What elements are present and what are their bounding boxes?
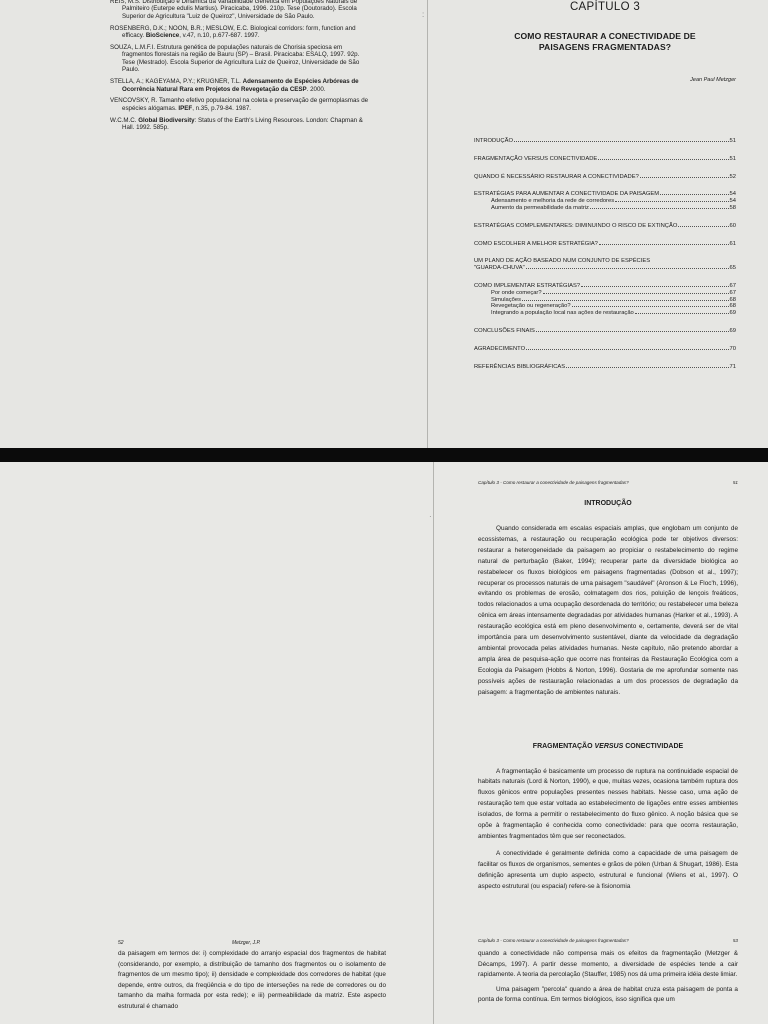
- toc-subentries: [474, 290, 736, 317]
- section-title-fragmentacao: FRAGMENTAÇÃO VERSUS CONECTIVIDADE: [532, 742, 684, 750]
- toc-title: COMO ESCOLHER A MELHOR ESTRATÉGIA?: [474, 240, 598, 247]
- toc-title: UM PLANO DE AÇÃO BASEADO NUM CONJUNTO DE ESPÉCIES: [474, 258, 651, 265]
- toc-page-number: 51: [729, 138, 736, 144]
- toc-row: [474, 191, 736, 198]
- toc-entry: [474, 138, 736, 145]
- reference-item: ROSENBERG, D.K.; NOON, B.R.; MESLOW, E.C. Biological corridors: form, function and efficacy. BioScience, v.47, n.10, p.677-687. 1997.: [110, 24, 356, 40]
- toc-title: CONCLUSÕES FINAIS: [474, 327, 535, 334]
- toc-leader: [514, 141, 729, 142]
- toc-leader: [599, 244, 729, 245]
- fragmentation-paragraph: A fragmentação é basicamente um processo de ruptura na continuidade espacial de habitats naturais (Lord & Norton, 1990), e que, muitas vezes, ocasiona também ruptura dos fluxos gênicos entre populações presentes nesses habitats. Nesse caso, uma ação de restauração tem que estar voltada ao estabelecimento de ligações entre esses ambientes isolados, de forma a permitir o restabelecimento do fluxo gênico. A noção básica que se opõe à fragmentação é conhecida como conectividade: para que ocorra restauração, ambientes fragmentados têm que ser reconectados.: [478, 767, 738, 840]
- table-of-contents: [474, 138, 736, 370]
- toc-row: [474, 241, 736, 248]
- toc-page-number: 68: [729, 296, 736, 303]
- toc-page-number: 58: [729, 204, 736, 211]
- toc-row: [474, 310, 736, 317]
- toc-row: [474, 258, 736, 265]
- toc-page-number: 54: [729, 191, 736, 198]
- intro-paragraph: Quando considerada em escalas espaciais amplas, que englobam um conjunto de ecossistemas, a restauração ou recuperação ecológica pode ter objetivos diversos: restaurar a heterogeneidade da paisagem ao propiciar o restabelecimento do regime natural de perturbação (Baker, 1994); recuperar parte da diversidade biológica ao restabelecer os fluxos biológicos em paisagens fragmentadas (Dobson et al., 1997); recuperar os processos naturais de uma paisagem "saudável" (Aronson & Le Floc'h, 1996), evitando os problemas de erosão, colmatagem dos rios, poluição de lençois freáticos, todos relacionados a uma ocupação desordenada do território; ou restabelecer uma beleza cênica em áreas intensamente degradadas por atividades humanas (Harker et al., 1993). A restauração ecológica está em pleno desenvolvimento e, certamente, deverá ser de vital importância para um desenvolvimento sustentável, diante da velocidade da degradação ambiental provocada pelas atividades humanas. Neste capítulo, não pretendo abordar a ampla área de pesquisa-ação que ocorre nas fronteiras da Restauração Ecológica com a Ecologia da Paisagem (Hobbs & Norton, 1996). Gostaria de me aprofundar somente nas possíveis ações de restauração relacionadas a um dos processos de degradação da paisagem: a fragmentação de ambientes naturais.: [478, 525, 738, 696]
- toc-leader: [640, 177, 729, 178]
- toc-title: QUANDO É NECESSÁRIO RESTAURAR A CONECTIVIDADE?: [474, 173, 639, 180]
- toc-page-number: 54: [729, 198, 736, 205]
- top-sheet: [0, 0, 768, 452]
- toc-entry: [474, 328, 736, 335]
- page-53-text: [478, 949, 738, 1006]
- toc-leader: [526, 349, 728, 350]
- toc-row: [474, 205, 736, 212]
- toc-leader: [581, 286, 728, 287]
- toc-row: [474, 223, 736, 230]
- toc-row: [474, 283, 736, 290]
- toc-title: Revegetação ou regeneração?: [491, 303, 571, 310]
- page-gutter: [427, 0, 428, 448]
- toc-page-number: 71: [729, 363, 736, 370]
- toc-page-number: 67: [729, 282, 736, 289]
- toc-title: AGRADECIMENTO: [474, 345, 526, 352]
- toc-leader: [598, 159, 728, 160]
- toc-leader: [635, 313, 729, 314]
- toc-leader: [566, 367, 728, 368]
- bottom-sheet: [0, 462, 768, 1024]
- page-51: [478, 480, 738, 892]
- toc-page-number: 68: [729, 303, 736, 310]
- toc-entry: [474, 258, 736, 272]
- toc-entry: [474, 174, 736, 181]
- toc-title: Por onde começar?: [491, 289, 542, 296]
- section-title-introducao: INTRODUÇÃO: [584, 500, 632, 507]
- toc-page-number: 70: [729, 345, 736, 352]
- toc-row: [474, 156, 736, 163]
- toc-entry: [474, 283, 736, 317]
- page-number: 51: [732, 480, 738, 485]
- running-head: Capítulo 3 - Como restaurar a conectividade de paisagens fragmentadas? 51: [478, 480, 738, 485]
- chapter-author: Jean Paul Metzger: [690, 77, 736, 83]
- toc-title: Integrando a população local nas ações de restauração: [491, 310, 634, 317]
- toc-row: [474, 328, 736, 335]
- toc-subentries: [474, 198, 736, 212]
- connectivity-paragraph: A conectividade é geralmente definida como a capacidade de uma paisagem de facilitar os fluxos de organismos, sementes e grãos de pólen (Urban & Shugart, 1986). Esta definição apresenta um duplo aspecto, estrutural e funcional (Wiens et al., 1997). O aspecto estrutural (ou espacial) refere-se à fisionomia: [478, 849, 738, 890]
- toc-row: [474, 303, 736, 310]
- toc-title: INTRODUÇÃO: [474, 138, 513, 144]
- chapter-label: CAPÍTULO 3: [569, 1, 641, 13]
- toc-page-number: 69: [729, 310, 736, 317]
- references-page: [110, 0, 372, 136]
- toc-row: [474, 174, 736, 181]
- reference-item: SOUZA, L.M.F.I. Estrutura genética de populações naturais de Chorisia speciosa em fragmentos florestais na região de Bauru (SP) – Brasil. Piracicaba: ESALQ, 1997. 92p. Tese (Mestrado). Escola Superior de Agricultura Luiz de Queiroz, Universidade de São Paulo.: [110, 44, 360, 74]
- toc-entry: [474, 241, 736, 248]
- toc-row: [474, 198, 736, 205]
- toc-title: "GUARDA-CHUVA": [474, 265, 525, 272]
- toc-leader: [522, 300, 729, 301]
- reference-item: STELLA, A.; KAGEYAMA, P.Y.; KRUGNER, T.L. Adensamento de Espécies Arbóreas de Ocorrência Natural Rara em Projetos de Revegetação da CESP. 2000.: [110, 78, 359, 93]
- page-number: 53: [732, 938, 738, 943]
- toc-leader: [526, 268, 729, 269]
- page-53-header: Capítulo 3 - Como restaurar a conectividade de paisagens fragmentadas? 53: [478, 938, 738, 943]
- toc-page-number: 65: [729, 265, 736, 272]
- toc-row: [474, 265, 736, 272]
- toc-title: ESTRATÉGIAS COMPLEMENTARES: DIMINUINDO O RISCO DE EXTINÇÃO: [474, 222, 678, 229]
- toc-title: COMO IMPLEMENTAR ESTRATÉGIAS?: [474, 282, 581, 289]
- toc-entry: [474, 346, 736, 353]
- toc-page-number: 52: [729, 173, 736, 180]
- scan-speck: ·: [429, 512, 432, 521]
- toc-title: ESTRATÉGIAS PARA AUMENTAR A CONECTIVIDADE DA PAISAGEM: [474, 191, 660, 198]
- toc-page-number: 61: [729, 240, 736, 247]
- toc-entry: [474, 156, 736, 163]
- toc-row: [474, 346, 736, 353]
- toc-leader: [572, 306, 729, 307]
- page-52-text: da paisagem em termos de: i) complexidade do arranjo espacial dos fragmentos de habitat (considerando, por exemplo, a distribuição de tamanho dos fragmentos ou o isolamento de fragmentos de um mesmo tipo); ii) densidade e complexidade dos corredores de habitat (que depende, entre outros, da freqüência e do tipo de interseções na rede de corredores ou do tamanho da malha formada por esta rede); e iii) permeabilidade da matriz. Este aspecto estrutural é chamado: [118, 950, 386, 1010]
- toc-row: [474, 364, 736, 371]
- toc-page-number: 60: [729, 222, 736, 229]
- toc-row: [474, 297, 736, 304]
- scan-speck: :: [422, 10, 425, 19]
- toc-leader: [615, 201, 728, 202]
- toc-row: [474, 138, 736, 145]
- toc-page-number: 69: [729, 327, 736, 334]
- toc-leader: [678, 226, 728, 227]
- toc-leader: [660, 194, 728, 195]
- running-author: Metzger, J.P.: [232, 940, 261, 946]
- paragraph: Uma paisagem "percola" quando a área de habitat cruza esta paisagem de ponta a ponta de forma contínua. Em termos biológicos, isso significa que um: [478, 985, 738, 1004]
- page-number: 52: [118, 940, 124, 946]
- page-gutter: [433, 462, 434, 1024]
- chapter-title: COMO RESTAURAR A CONECTIVIDADE DE PAISAGENS FRAGMENTADAS?: [514, 31, 696, 52]
- reference-item: REIS, M.S. Distribuição e Dinâmica da Variabilidade Genética em Populações Naturais de Palmiteiro (Euterpe edulis Martius). Piracicaba, 1996. 210p. Tese (Doutorado). Escola Superior de Agricultura "Luiz de Queiroz", Universidade de São Paulo.: [110, 0, 358, 20]
- toc-leader: [543, 293, 729, 294]
- paragraph: quando a conectividade não compensa mais os efeitos da fragmentação (Metzger & Décamps, 1997). A partir desse momento, a diversidade de espécies tende a cair rapidamente. A teoria da percolação (Stauffer, 1985) nos dá uma primeira idéia deste limiar.: [478, 950, 738, 979]
- toc-title: Adensamento e melhoria da rede de corredores: [491, 198, 615, 205]
- toc-page-number: 67: [729, 289, 736, 296]
- toc-leader: [590, 208, 729, 209]
- toc-title: FRAGMENTAÇÃO VERSUS CONECTIVIDADE: [474, 155, 598, 162]
- toc-page-number: 51: [729, 155, 736, 162]
- toc-title: REFERÊNCIAS BIBLIOGRÁFICAS: [474, 363, 566, 370]
- toc-entry: [474, 364, 736, 371]
- reference-item: VENCOVSKY, R. Tamanho efetivo populacional na coleta e preservação de germoplasmas de espécies alógamas. IPEF, n.35, p.79-84. 1987.: [110, 97, 369, 112]
- toc-leader: [536, 331, 729, 332]
- toc-row: [474, 290, 736, 297]
- toc-title: Simulações: [491, 296, 521, 303]
- reference-item: W.C.M.C. Global Biodiversity: Status of the Earth's Living Resources. London: Chapman & Hall. 1992. 585p.: [110, 116, 363, 132]
- chapter-opening-page: [474, 0, 736, 381]
- toc-title: Aumento da permeabilidade da matriz: [491, 204, 589, 211]
- toc-entry: [474, 223, 736, 230]
- toc-entry: [474, 191, 736, 211]
